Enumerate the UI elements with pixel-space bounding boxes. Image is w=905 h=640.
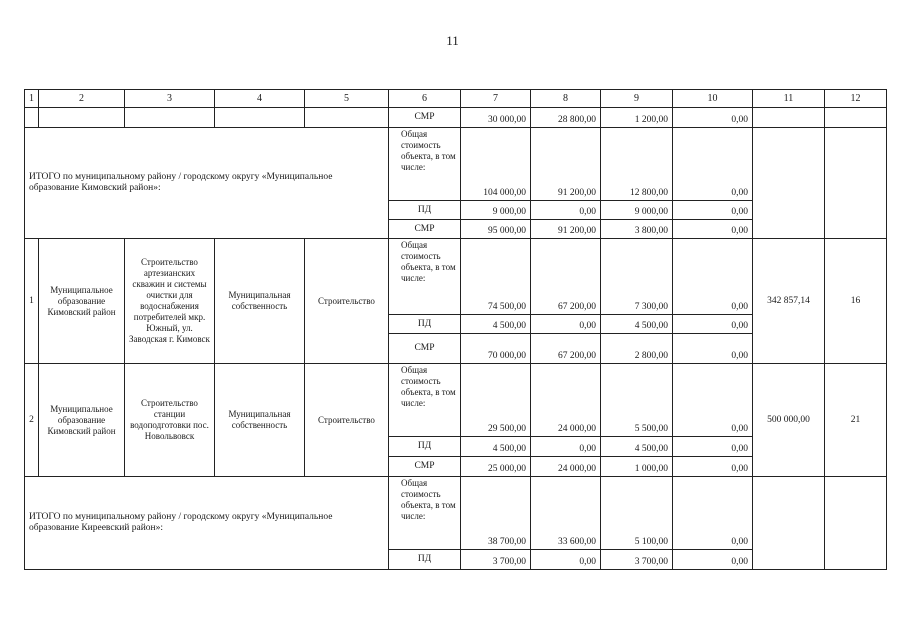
- ownership: Муниципальная собственность: [215, 239, 305, 364]
- column-12-value: 21: [825, 364, 887, 477]
- table-row: [25, 128, 887, 201]
- cell-value: 3 800,00: [601, 220, 673, 239]
- table-row: [25, 239, 887, 315]
- work-type: Строительство: [305, 239, 389, 364]
- itogo-label: ИТОГО по муниципальному району / городскому округу «Муниципальное образование Киреевский район»:: [25, 477, 389, 570]
- cell-value: 12 800,00: [601, 128, 673, 201]
- cell-value: 30 000,00: [461, 108, 531, 128]
- cell-value: 1 000,00: [601, 457, 673, 477]
- column-11-value: 342 857,14: [753, 239, 825, 364]
- table-row: [25, 477, 887, 550]
- municipality-name: Муниципальное образование Кимовский район: [39, 239, 125, 364]
- cell-value: 0,00: [673, 477, 753, 550]
- itogo-label: ИТОГО по муниципальному району / городскому округу «Муниципальное образование Кимовский район»:: [25, 128, 389, 239]
- total-cost-label: Общая стоимость объекта, в том числе:: [389, 364, 461, 437]
- cell-value: 28 800,00: [531, 108, 601, 128]
- cell-value: 9 000,00: [461, 201, 531, 220]
- cell-value: 1 200,00: [601, 108, 673, 128]
- cell-value: 38 700,00: [461, 477, 531, 550]
- pd-label: ПД: [389, 201, 461, 220]
- cell-value: 2 800,00: [601, 334, 673, 364]
- cell-value: 4 500,00: [601, 315, 673, 334]
- cell-value: 0,00: [673, 315, 753, 334]
- col-header: 10: [673, 90, 753, 108]
- cell-value: 25 000,00: [461, 457, 531, 477]
- row-number: 2: [25, 364, 39, 477]
- table-row: [25, 108, 887, 128]
- cell-value: 0,00: [673, 550, 753, 570]
- table-row: [25, 364, 887, 437]
- cell-value: 0,00: [673, 128, 753, 201]
- cell-value: 3 700,00: [461, 550, 531, 570]
- cell-value: 0,00: [531, 437, 601, 457]
- cell-value: 5 500,00: [601, 364, 673, 437]
- cell-value: 74 500,00: [461, 239, 531, 315]
- smr-label: СМР: [389, 108, 461, 128]
- col-header: 7: [461, 90, 531, 108]
- total-cost-label: Общая стоимость объекта, в том числе:: [389, 477, 461, 550]
- col-header: 2: [39, 90, 125, 108]
- cell-value: 0,00: [673, 201, 753, 220]
- cell-value: 0,00: [531, 315, 601, 334]
- cell-value: 24 000,00: [531, 457, 601, 477]
- cell-value: 3 700,00: [601, 550, 673, 570]
- smr-label: СМР: [389, 220, 461, 239]
- municipality-name: Муниципальное образование Кимовский район: [39, 364, 125, 477]
- col-header: 6: [389, 90, 461, 108]
- cell-value: 33 600,00: [531, 477, 601, 550]
- cell-value: 0,00: [673, 239, 753, 315]
- object-name: Строительство станции водоподготовки пос. Новольвовск: [125, 364, 215, 477]
- cell-value: 67 200,00: [531, 239, 601, 315]
- col-header: 8: [531, 90, 601, 108]
- cell-value: 104 000,00: [461, 128, 531, 201]
- smr-label: СМР: [389, 334, 461, 364]
- smr-label: СМР: [389, 457, 461, 477]
- col-header: 3: [125, 90, 215, 108]
- cell-value: 95 000,00: [461, 220, 531, 239]
- cell-value: 0,00: [673, 334, 753, 364]
- object-name: Строительство артезианских скважин и системы очистки для водоснабжения потребителей мкр. Южный, ул. Заводская г. Кимовск: [125, 239, 215, 364]
- total-cost-label: Общая стоимость объекта, в том числе:: [389, 239, 461, 315]
- cell-value: 0,00: [531, 201, 601, 220]
- header-row: [25, 90, 887, 108]
- cell-value: 0,00: [673, 437, 753, 457]
- pd-label: ПД: [389, 550, 461, 570]
- total-cost-label: Общая стоимость объекта, в том числе:: [389, 128, 461, 201]
- cell-value: 0,00: [673, 220, 753, 239]
- cell-value: 0,00: [673, 364, 753, 437]
- cell-value: 4 500,00: [461, 315, 531, 334]
- cell-value: 0,00: [531, 550, 601, 570]
- cell-value: 7 300,00: [601, 239, 673, 315]
- cell-value: 0,00: [673, 457, 753, 477]
- cell-value: 9 000,00: [601, 201, 673, 220]
- col-header: 4: [215, 90, 305, 108]
- col-header: 11: [753, 90, 825, 108]
- col-header: 12: [825, 90, 887, 108]
- work-type: Строительство: [305, 364, 389, 477]
- cell-value: 70 000,00: [461, 334, 531, 364]
- cell-value: 4 500,00: [601, 437, 673, 457]
- row-number: 1: [25, 239, 39, 364]
- page-number: 11: [446, 33, 459, 48]
- ownership: Муниципальная собственность: [215, 364, 305, 477]
- cell-value: 29 500,00: [461, 364, 531, 437]
- column-11-value: 500 000,00: [753, 364, 825, 477]
- pd-label: ПД: [389, 315, 461, 334]
- col-header: 5: [305, 90, 389, 108]
- cell-value: 67 200,00: [531, 334, 601, 364]
- cell-value: 91 200,00: [531, 128, 601, 201]
- pd-label: ПД: [389, 437, 461, 457]
- cell-value: 5 100,00: [601, 477, 673, 550]
- cell-value: 24 000,00: [531, 364, 601, 437]
- cell-value: 91 200,00: [531, 220, 601, 239]
- col-header: 1: [25, 90, 39, 108]
- col-header: 9: [601, 90, 673, 108]
- column-12-value: 16: [825, 239, 887, 364]
- cell-value: 4 500,00: [461, 437, 531, 457]
- financing-table: [24, 89, 887, 570]
- cell-value: 0,00: [673, 108, 753, 128]
